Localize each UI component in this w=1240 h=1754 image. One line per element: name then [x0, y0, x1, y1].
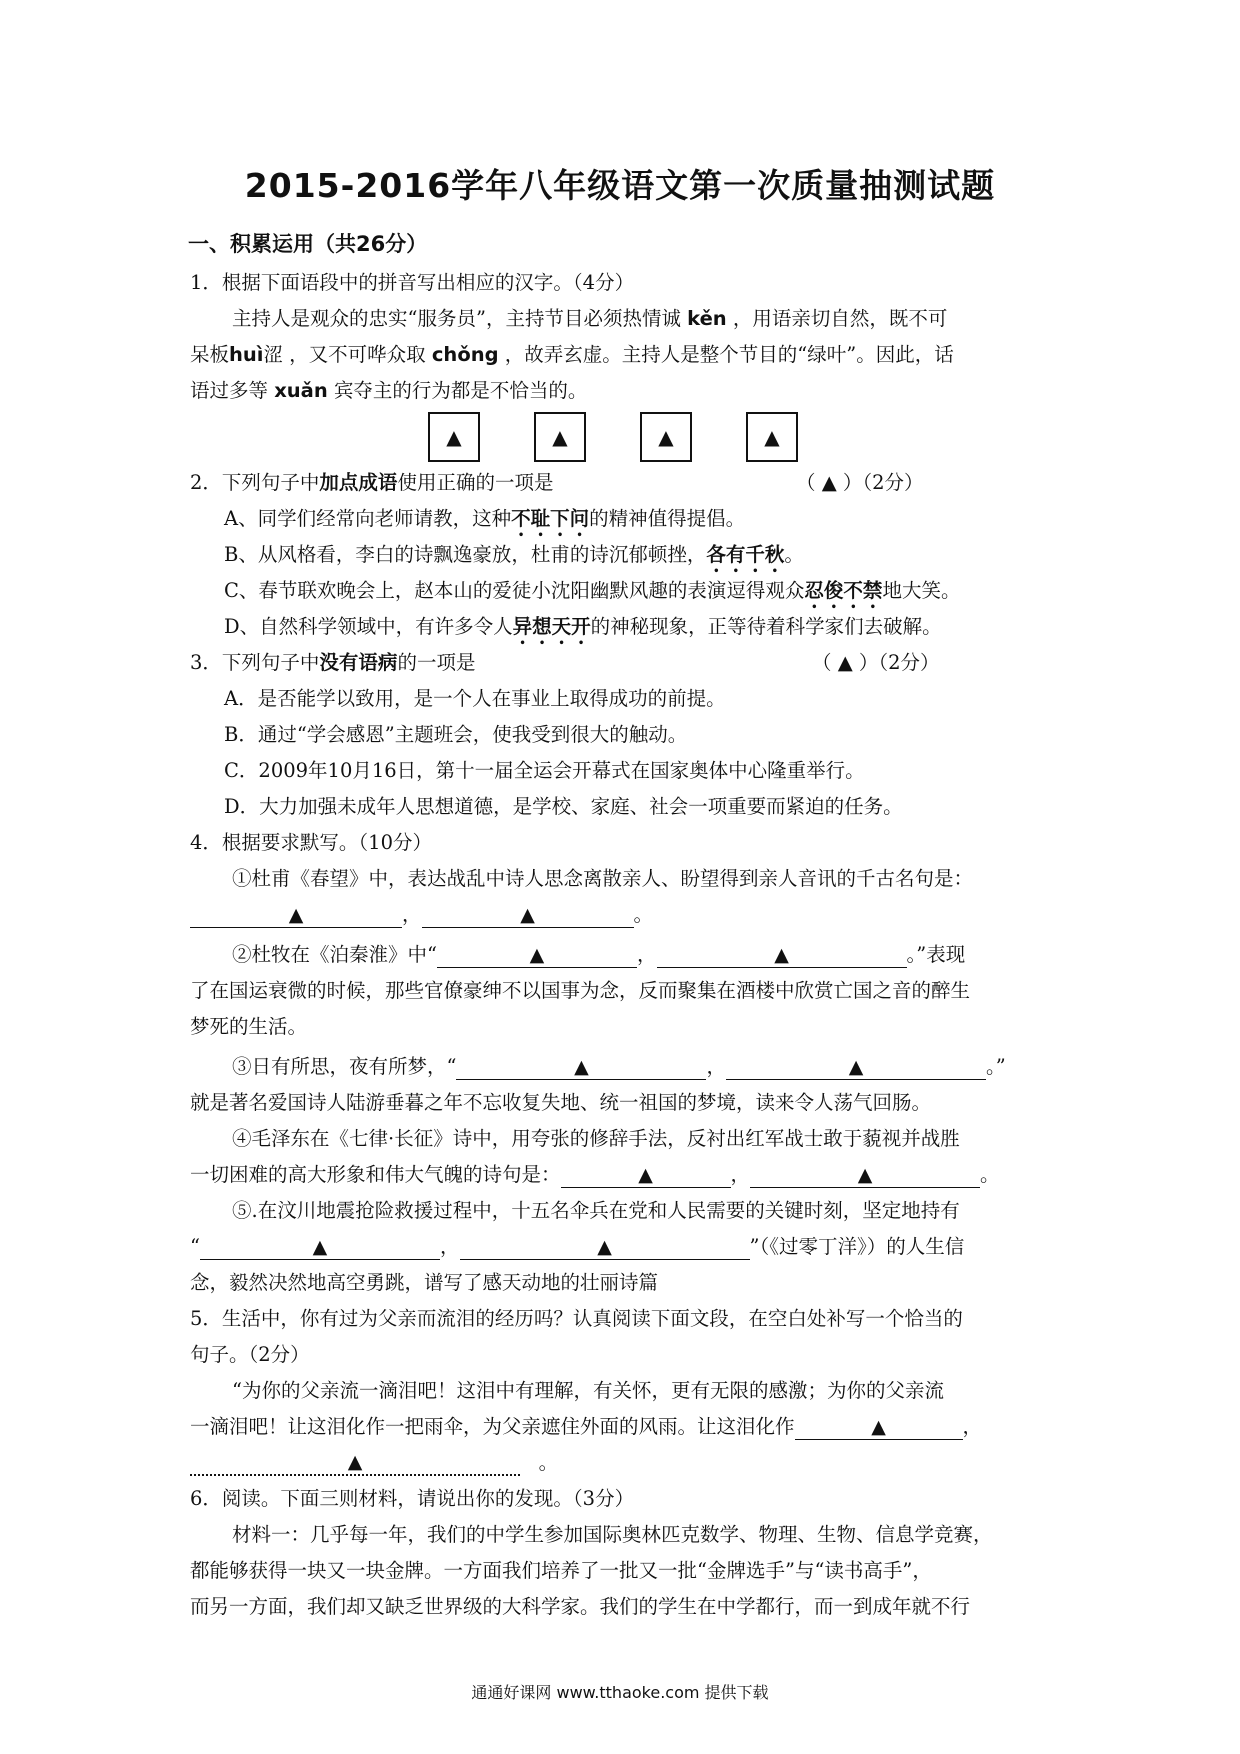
q1-line-2: 呆板huì涩 ，又不可哗众取 chǒng ，故弄玄虚。主持人是整个节目的“绿叶”。因此，话 [190, 343, 954, 366]
idiom-b: 各有千秋 [706, 543, 785, 566]
q4-item-5: ⑤.在汶川地震抢险救援过程中，十五名伞兵在党和人民需要的关键时刻，坚定地持有 [232, 1199, 960, 1222]
q4-item-3: ③日有所思，夜有所梦，“ ▲ ， ▲ 。” [232, 1055, 1006, 1078]
page-title: 2015-2016学年八年级语文第一次质量抽测试题 [244, 166, 996, 205]
q3-option-d: D．大力加强未成年人思想道德，是学校、家庭、社会一项重要而紧迫的任务。 [224, 795, 903, 818]
blank-10[interactable]: ▲ [460, 1235, 750, 1260]
q4-item-4: ④毛泽东在《七律·长征》诗中，用夸张的修辞手法，反衬出红军战士敢于藐视并战胜 [232, 1127, 960, 1150]
q6-material-1-cont: 都能够获得一块又一块金牌。一方面我们培养了一批又一批“金牌选手”与“读书高手”， [190, 1559, 932, 1582]
q1-stem: 1．根据下面语段中的拼音写出相应的汉字。（4分） [190, 271, 635, 294]
answer-box-2[interactable]: ▲ [534, 412, 586, 462]
q2-option-d: D、自然科学领域中，有许多令人异想天开的神秘现象，正等待着科学家们去破解。 [224, 615, 942, 638]
pinyin-ken: kěn [687, 307, 727, 330]
blank-6[interactable]: ▲ [726, 1055, 986, 1080]
q2-option-b: B、从风格看，李白的诗飘逸豪放，杜甫的诗沉郁顿挫，各有千秋。 [224, 543, 804, 566]
idiom-c: 忍俊不禁 [804, 579, 883, 602]
q3-answer-slot[interactable]: （ ▲ ）（2分） [812, 651, 940, 674]
q6-material-1-end: 而另一方面，我们却又缺乏世界级的大科学家。我们的学生在中学都行，而一到成年就不行 [190, 1595, 971, 1618]
blank-8[interactable]: ▲ [750, 1163, 980, 1188]
blank-7[interactable]: ▲ [561, 1163, 731, 1188]
answer-box-1[interactable]: ▲ [428, 412, 480, 462]
answer-box-4[interactable]: ▲ [746, 412, 798, 462]
q2-stem: 2．下列句子中加点成语使用正确的一项是 [190, 471, 554, 494]
q5-passage-3: ▲ 。 [190, 1450, 558, 1476]
idiom-d: 异想天开 [512, 615, 591, 638]
q6-material-1: 材料一：几乎每一年，我们的中学生参加国际奥林匹克数学、物理、生物、信息学竞赛， [232, 1523, 993, 1546]
blank-2[interactable]: ▲ [422, 903, 634, 928]
q4-item-5-end: 念，毅然决然地高空勇跳，谱写了感天动地的壮丽诗篇 [190, 1271, 659, 1294]
answer-box-3[interactable]: ▲ [640, 412, 692, 462]
blank-1[interactable]: ▲ [190, 903, 402, 928]
q1-line-3: 语过多等 xuǎn 宾夺主的行为都是不恰当的。 [190, 379, 588, 402]
q3-stem: 3．下列句子中没有语病的一项是 [190, 651, 476, 674]
q3-option-b: B．通过“学会感恩”主题班会，使我受到很大的触动。 [224, 723, 688, 746]
q2-option-c: C、春节联欢晚会上，赵本山的爱徒小沈阳幽默风趣的表演逗得观众忍俊不禁地大笑。 [224, 579, 961, 602]
blank-5[interactable]: ▲ [456, 1055, 706, 1080]
blank-12[interactable]: ▲ [190, 1450, 520, 1476]
q4-item-1: ①杜甫《春望》中，表达战乱中诗人思念离散亲人、盼望得到亲人音讯的千古名句是： [232, 867, 974, 890]
blank-9[interactable]: ▲ [200, 1235, 440, 1260]
q4-item-2-end: 梦死的生活。 [190, 1015, 308, 1038]
section-heading: 一、积累运用（共26分） [188, 232, 428, 256]
q1-line-1: 主持人是观众的忠实“服务员”，主持节目必须热情诚 kěn ，用语亲切自然，既不可 [232, 307, 948, 330]
pinyin-chong: chǒng [431, 343, 499, 366]
q6-stem: 6．阅读。下面三则材料，请说出你的发现。（3分） [190, 1487, 635, 1510]
q4-item-5-blanks: “ ▲ ， ▲ ”（《过零丁洋》）的人生信 [190, 1235, 965, 1258]
q4-item-2-cont: 了在国运衰微的时候，那些官僚豪绅不以国事为念，反而聚集在酒楼中欣赏亡国之音的醉生 [190, 979, 971, 1002]
q5-stem: 5．生活中，你有过为父亲而流泪的经历吗？认真阅读下面文段，在空白处补写一个恰当的 [190, 1307, 963, 1330]
pinyin-hui: huì [229, 343, 264, 366]
blank-4[interactable]: ▲ [657, 943, 907, 968]
q5-stem-cont: 句子。（2分） [190, 1343, 310, 1366]
pinyin-xuan: xuǎn [274, 379, 328, 402]
footer-watermark: 通通好课网 www.tthaoke.com 提供下载 [471, 1683, 769, 1702]
q4-item-1-blanks: ▲ ， ▲ 。 [190, 902, 653, 928]
q5-passage-2: 一滴泪吧！让这泪化作一把雨伞，为父亲遮住外面的风雨。让这泪化作 ▲ ， [190, 1415, 983, 1438]
blank-3[interactable]: ▲ [437, 943, 637, 968]
q4-stem: 4．根据要求默写。（10分） [190, 831, 432, 854]
idiom-a: 不耻下问 [511, 507, 590, 530]
q5-passage-1: “为你的父亲流一滴泪吧！这泪中有理解，有关怀，更有无限的感激；为你的父亲流 [232, 1379, 944, 1402]
q4-item-2: ②杜牧在《泊秦淮》中“ ▲ ， ▲ 。”表现 [232, 943, 966, 966]
q4-item-3-cont: 就是著名爱国诗人陆游垂暮之年不忘收复失地、统一祖国的梦境，读来令人荡气回肠。 [190, 1091, 932, 1114]
q2-answer-slot[interactable]: （ ▲ ）（2分） [796, 471, 924, 494]
q3-option-a: A．是否能学以致用，是一个人在事业上取得成功的前提。 [224, 687, 726, 710]
q4-item-4-cont: 一切困难的高大形象和伟大气魄的诗句是： ▲ ， ▲ 。 [190, 1163, 1000, 1186]
blank-11[interactable]: ▲ [795, 1415, 963, 1440]
q2-option-a: A、同学们经常向老师请教，这种不耻下问的精神值得提倡。 [224, 507, 746, 530]
q3-option-c: C．2009年10月16日，第十一届全运会开幕式在国家奥体中心隆重举行。 [224, 759, 865, 782]
